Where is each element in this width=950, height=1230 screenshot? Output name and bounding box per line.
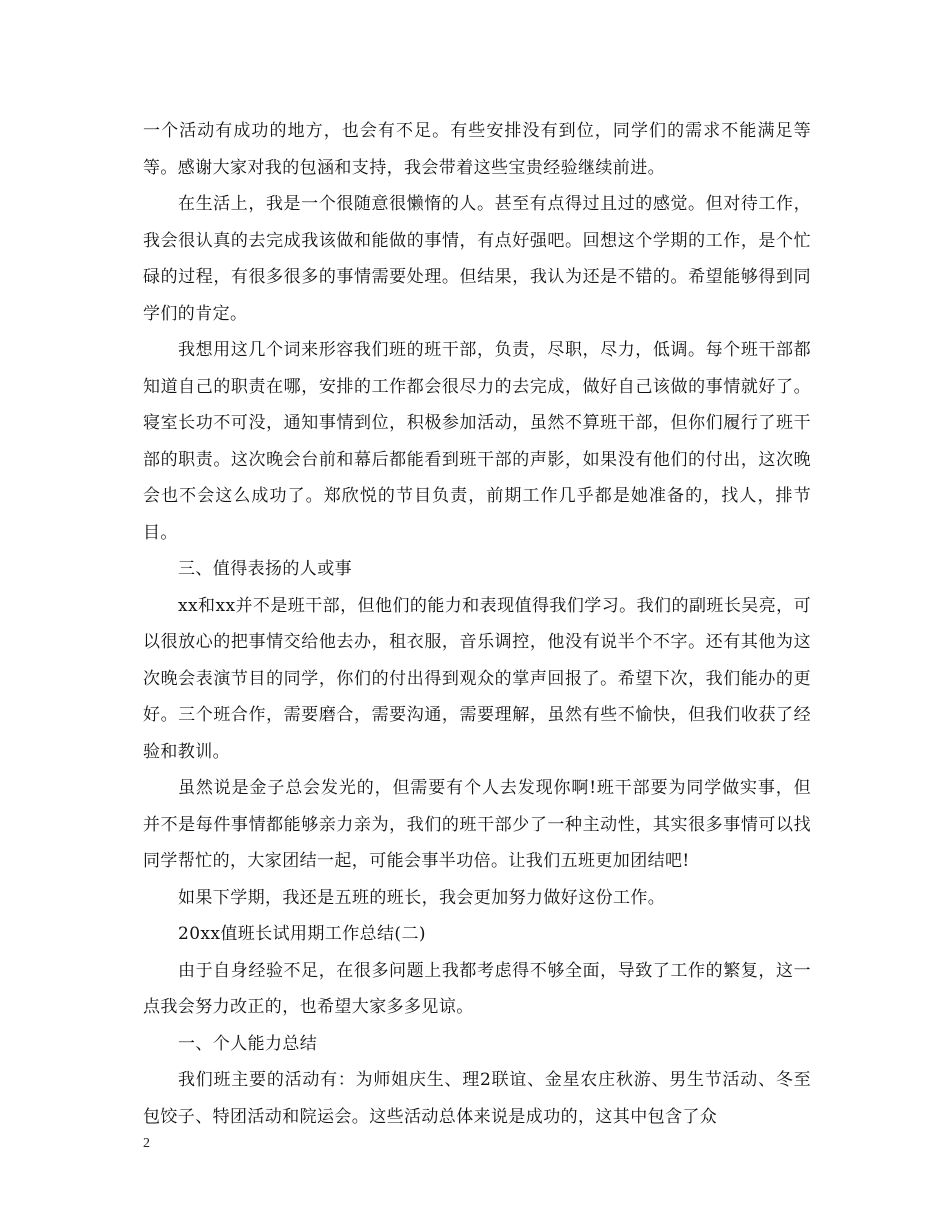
document-body: [143, 113, 811, 1135]
paragraph: 由于自身经验不足，在很多问题上我都考虑得不够全面，导致了工作的繁复，这一点我会努力改正的，也希望大家多多见谅。: [143, 960, 811, 1017]
paragraph: 如果下学期，我还是五班的班长，我会更加努力做好这份工作。: [178, 887, 666, 908]
paragraph: 虽然说是金子总会发光的，但需要有个人去发现你啊!班干部要为同学做实事，但并不是每件事情都能够亲力亲为，我们的班干部少了一种主动性，其实很多事情可以找同学帮忙的，大家团结一起，可能会事半功倍。让我们五班更加团结吧!: [143, 778, 811, 871]
paragraph: 我们班主要的活动有：为师姐庆生、理2联谊、金星农庄秋游、男生节活动、冬至包饺子、特团活动和院运会。这些活动总体来说是成功的，这其中包含了众: [143, 1070, 811, 1127]
document-subtitle: 20xx值班长试用期工作总结(二): [178, 924, 426, 944]
page-number: 2: [143, 1136, 150, 1151]
paragraph: 在生活上，我是一个很随意很懒惰的人。甚至有点得过且过的感觉。但对待工作，我会很认真的去完成我该做和能做的事情，有点好强吧。回想这个学期的工作，是个忙碌的过程，有很多很多的事情需要处理。但结果，我认为还是不错的。希望能够得到同学们的肯定。: [143, 194, 811, 324]
section-heading: 一、个人能力总结: [178, 1033, 318, 1054]
section-heading: 三、值得表扬的人或事: [178, 559, 352, 579]
paragraph: 我想用这几个词来形容我们班的班干部，负责，尽职，尽力，低调。每个班干部都知道自己的职责在哪，安排的工作都会很尽力的去完成，做好自己该做的事情就好了。寝室长功不可没，通知事情到位，积极参加活动，虽然不算班干部，但你们履行了班干部的职责。这次晚会台前和幕后都能看到班干部的声影，如果没有他们的付出，这次晚会也不会这么成功了。郑欣悦的节目负责，前期工作几乎都是她准备的，找人，排节目。: [143, 340, 811, 543]
paragraph: 一个活动有成功的地方，也会有不足。有些安排没有到位，同学们的需求不能满足等等。感谢大家对我的包涵和支持，我会带着这些宝贵经验继续前进。: [143, 121, 811, 178]
paragraph: xx和xx并不是班干部，但他们的能力和表现值得我们学习。我们的副班长吴亮，可以很放心的把事情交给他去办，租衣服，音乐调控，他没有说半个不字。还有其他为这次晚会表演节目的同学，你们的付出得到观众的掌声回报了。希望下次，我们能办的更好。三个班合作，需要磨合，需要沟通，需要理解，虽然有些不愉快，但我们收获了经验和教训。: [143, 595, 811, 762]
